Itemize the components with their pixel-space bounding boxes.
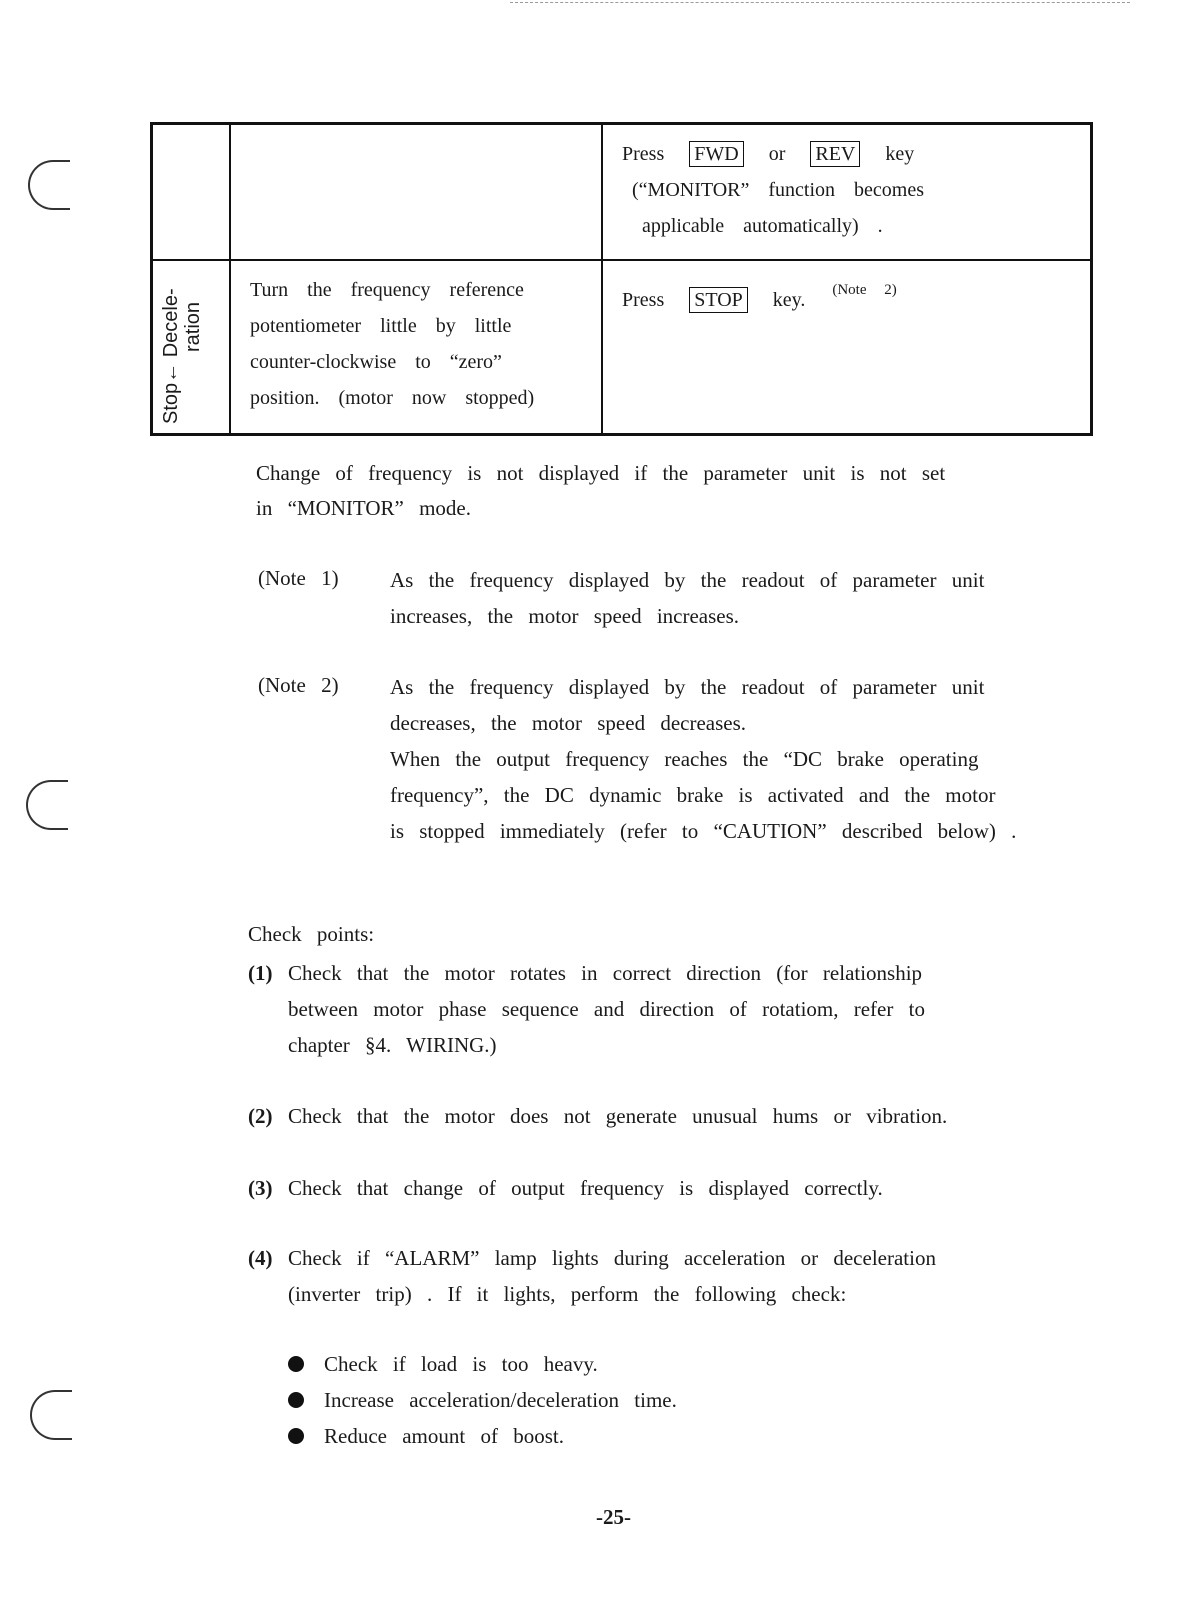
- binder-hole-mark: [28, 160, 70, 210]
- operation-text: applicable automatically) .: [642, 215, 883, 237]
- monitor-note: Change of frequency is not displayed if the parameter unit is not set in “MONITOR” mode.: [256, 461, 946, 520]
- binder-hole-mark: [26, 780, 68, 830]
- note-2-label: (Note 2): [258, 673, 339, 697]
- check-item: (3) Check that change of output frequency is displayed correctly.: [248, 1176, 883, 1200]
- operation-text: Press: [622, 143, 665, 165]
- bullet-dot-icon: [288, 1428, 304, 1444]
- bullet-dot-icon: [288, 1356, 304, 1372]
- action-text: position. (motor now stopped): [250, 386, 535, 409]
- stage-cell: [152, 124, 231, 260]
- fwd-key-label: FWD: [689, 141, 743, 167]
- operation-cell: [602, 260, 1092, 435]
- action-text: potentiometer little by little: [250, 314, 512, 337]
- table-row: [152, 260, 1092, 435]
- bullet-item: Check if load is too heavy.: [288, 1352, 598, 1377]
- operation-text: (“MONITOR” function becomes: [632, 179, 925, 201]
- action-text: counter-clockwise to “zero”: [250, 350, 502, 373]
- operation-text: or: [768, 143, 786, 165]
- action-cell: [230, 124, 602, 260]
- note-1-body: As the frequency displayed by the readout of parameter unit increases, the motor speed increases.: [390, 568, 985, 628]
- bullet-item: Reduce amount of boost.: [288, 1424, 564, 1449]
- check-item: (1) Check that the motor rotates in correct direction (for relationship between motor phase sequence and direction of rotatiom, refer to chapter §4. WIRING.): [248, 961, 925, 1057]
- check-points-title: Check points:: [248, 922, 375, 946]
- stop-key-label: STOP: [689, 287, 748, 313]
- operation-table: [150, 122, 1093, 436]
- note-2-body: As the frequency displayed by the readout of parameter unit decreases, the motor speed decreases. When the output frequency reaches the “DC brake operating frequency”, the DC dynamic brake is activated and the motor is stopped immediately (refer to “CAUTION” described below) .: [390, 675, 1017, 843]
- note-reference: (Note 2): [832, 281, 897, 298]
- operation-text: key: [885, 143, 915, 165]
- note-1-label: (Note 1): [258, 566, 339, 590]
- check-item: (2) Check that the motor does not generate unusual hums or vibration.: [248, 1104, 948, 1128]
- stage-cell: [152, 260, 231, 435]
- page-number: -25-: [596, 1505, 631, 1529]
- check-item: (4) Check if “ALARM” lamp lights during acceleration or deceleration (inverter trip) . If it lights, perform the following check:: [248, 1246, 936, 1306]
- table-row: [152, 124, 1092, 260]
- action-text: Turn the frequency reference: [250, 278, 524, 301]
- bullet-dot-icon: [288, 1392, 304, 1408]
- action-cell: [230, 260, 602, 435]
- operation-text: Press: [622, 288, 665, 311]
- rev-key-label: REV: [810, 141, 860, 167]
- scan-edge-line: [510, 2, 1130, 3]
- operation-text: key.: [772, 288, 806, 311]
- operation-cell: [602, 124, 1092, 260]
- bullet-item: Increase acceleration/deceleration time.: [288, 1388, 677, 1413]
- binder-hole-mark: [30, 1390, 72, 1440]
- stage-label: Stop← Decele- ration: [160, 287, 204, 424]
